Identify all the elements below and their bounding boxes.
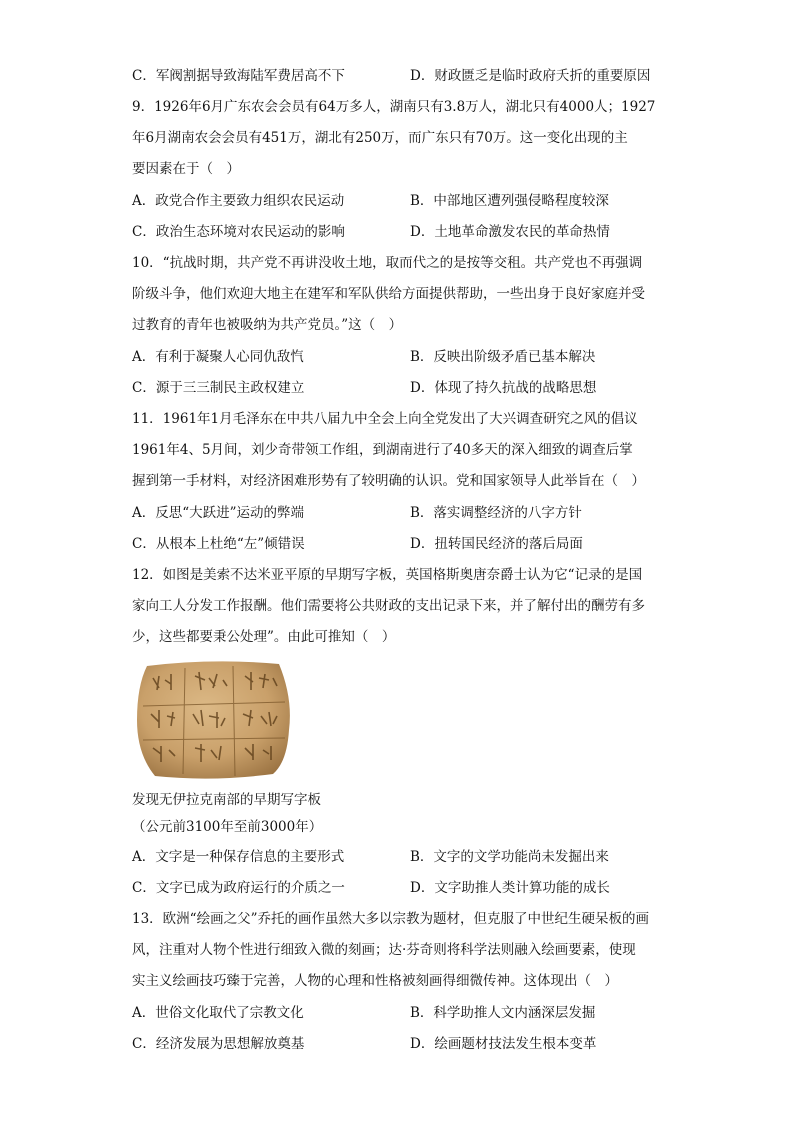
q12-option-a: A．文字是一种保存信息的主要形式	[132, 849, 345, 865]
q9-stem-line-3: 要因素在于（ ）	[132, 161, 240, 177]
q13-stem-line-2: 风，注重对人物个性进行细致入微的刻画；达·芬奇则将科学法则融入绘画要素，使现	[132, 942, 636, 958]
q9-option-a: A．政党合作主要致力组织农民运动	[132, 193, 345, 209]
q12-stem-line-2: 家向工人分发工作报酬。他们需要将公共财政的支出记录下来，并了解付出的酬劳有多	[132, 598, 645, 614]
q11-stem-line-3: 握到第一手材料，对经济困难形势有了较明确的认识。党和国家领导人此举旨在（ ）	[132, 473, 645, 489]
q11-option-a: A．反思“大跃进”运动的弊端	[132, 505, 305, 521]
q9-option-d: D．土地革命激发农民的革命热情	[410, 224, 610, 240]
q12-option-d: D．文字助推人类计算功能的成长	[410, 880, 610, 896]
q13-option-a: A．世俗文化取代了宗教文化	[132, 1005, 304, 1021]
q8-option-d: D．财政匮乏是临时政府夭折的重要原因	[410, 68, 651, 84]
q9-option-c: C．政治生态环境对农民运动的影响	[132, 224, 345, 240]
figure-caption-date: （公元前3100年至前3000年）	[132, 819, 323, 835]
q12-stem-line-3: 少，这些都要秉公处理”。由此可推知（ ）	[132, 629, 396, 645]
q10-stem-line-2: 阶级斗争，他们欢迎大地主在建军和军队供给方面提供帮助，一些出身于良好家庭并受	[132, 286, 645, 302]
q13-option-c: C．经济发展为思想解放奠基	[132, 1036, 305, 1052]
q9-stem-line-1: 9．1926年6月广东农会会员有64万多人，湖南只有3.8万人，湖北只有4000人；1927	[132, 99, 656, 115]
q11-option-b: B．落实调整经济的八字方针	[410, 505, 582, 521]
q10-stem-line-3: 过教育的青年也被吸纳为共产党员。”这（ ）	[132, 317, 403, 333]
q9-stem-line-2: 年6月湖南农会会员有451万，湖北有250万，而广东只有70万。这一变化出现的主	[132, 130, 628, 146]
q12-option-b: B．文字的文学功能尚未发掘出来	[410, 849, 609, 865]
figure-caption-title: 发现无伊拉克南部的早期写字板	[132, 792, 321, 808]
q13-stem-line-1: 13．欧洲“绘画之父”乔托的画作虽然大多以宗教为题材，但克服了中世纪生硬呆板的画	[132, 911, 649, 927]
q10-option-b: B．反映出阶级矛盾已基本解决	[410, 349, 596, 365]
q11-stem-line-1: 11．1961年1月毛泽东在中共八届九中全会上向全党发出了大兴调查研究之风的倡议	[132, 411, 638, 427]
q13-stem-line-3: 实主义绘画技巧臻于完善，人物的心理和性格被刻画得细微传神。这体现出（ ）	[132, 973, 618, 989]
q13-option-d: D．绘画题材技法发生根本变革	[410, 1036, 597, 1052]
q8-option-c: C．军阀割据导致海陆军费居高不下	[132, 68, 345, 84]
q9-option-b: B．中部地区遭列强侵略程度较深	[410, 193, 609, 209]
q10-stem-line-1: 10．“抗战时期，共产党不再讲没收土地，取而代之的是按等交租。共产党也不再强调	[132, 255, 643, 271]
q11-option-c: C．从根本上杜绝“左”倾错误	[132, 536, 305, 552]
q13-option-b: B．科学助推人文内涵深层发掘	[410, 1005, 596, 1021]
q10-option-c: C．源于三三制民主政权建立	[132, 380, 305, 396]
q11-option-d: D．扭转国民经济的落后局面	[410, 536, 583, 552]
q10-option-d: D．体现了持久抗战的战略思想	[410, 380, 597, 396]
cuneiform-tablet-image	[133, 658, 293, 780]
q10-option-a: A．有利于凝聚人心同仇敌忾	[132, 349, 304, 365]
q12-option-c: C．文字已成为政府运行的介质之一	[132, 880, 345, 896]
q12-stem-line-1: 12．如图是美索不达米亚平原的早期写字板，英国格斯奥唐奈爵士认为它“记录的是国	[132, 567, 643, 583]
q11-stem-line-2: 1961年4、5月间，刘少奇带领工作组，到湖南进行了40多天的深入细致的调查后掌	[132, 442, 633, 458]
